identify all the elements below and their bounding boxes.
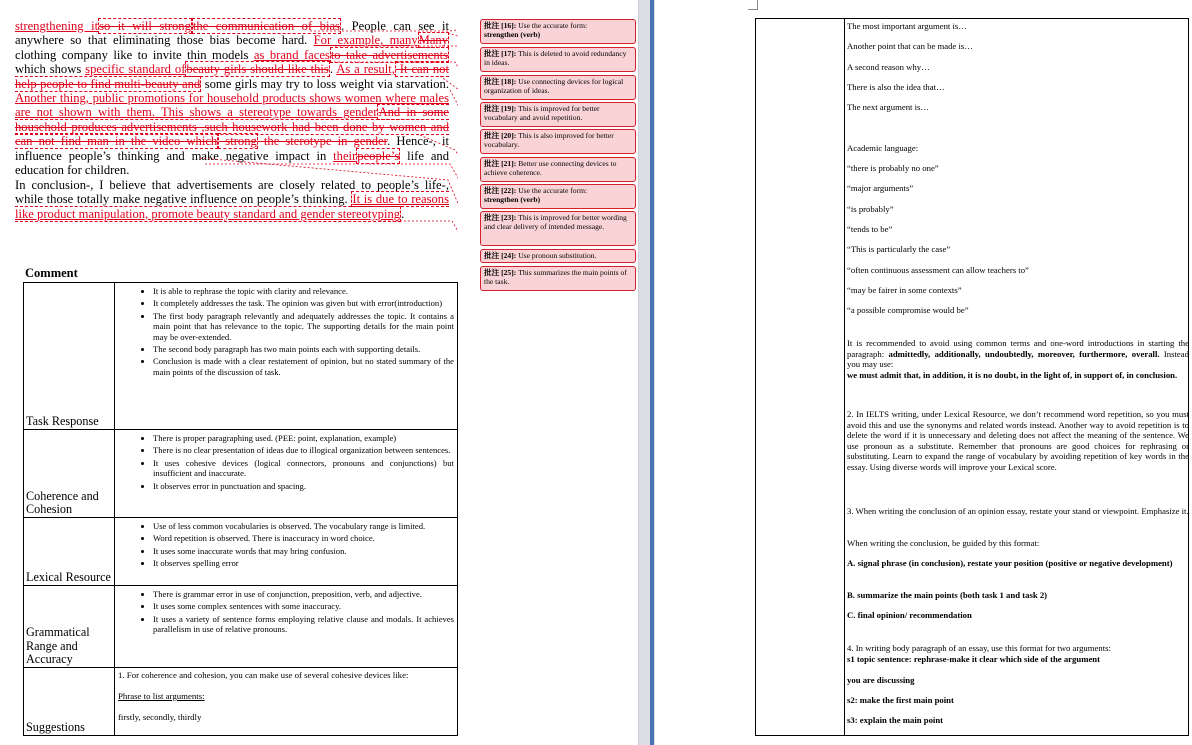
- tracked-insertion: Another thing, public promotions for household products shows women where males are not shown with them. This shows a stereotype towards gender: [15, 91, 449, 120]
- rubric-row: [24, 430, 458, 518]
- comment-text: Use the accurate form:: [518, 186, 588, 195]
- split-divider[interactable]: [650, 0, 654, 745]
- argument-line[interactable]: The most important argument is…: [847, 21, 968, 31]
- s3-text: s3: explain the main point: [847, 715, 944, 725]
- comment-text: This is also improved for better vocabulary.: [484, 131, 614, 150]
- academic-phrase[interactable]: “is probably”: [847, 204, 894, 214]
- argument-line[interactable]: The next argument is…: [847, 102, 930, 112]
- comment-label: 批注 [24]:: [484, 251, 517, 260]
- rubric-row: [24, 586, 458, 668]
- rubric-row: [24, 518, 458, 586]
- tracked-deletion: so it will strong: [99, 19, 191, 33]
- comment-balloon[interactable]: [480, 266, 636, 291]
- tracked-text: . Hence-, it influence people’s thinking and make negative impact in: [15, 134, 449, 163]
- comment-label: 批注 [21]:: [484, 159, 517, 168]
- comment-text: Use pronoun substitution.: [518, 251, 597, 260]
- comment-emphasis: strengthen (verb): [484, 195, 541, 205]
- rubric-feedback[interactable]: [115, 430, 458, 518]
- academic-phrase[interactable]: “a possible compromise would be”: [847, 305, 969, 315]
- argument-line[interactable]: There is also the idea that…: [847, 82, 945, 92]
- comment-balloon[interactable]: [480, 102, 636, 127]
- argument-line[interactable]: Another point that can be made is…: [847, 41, 973, 51]
- tracked-insertion: specific standard of: [85, 62, 186, 77]
- conclusion-note[interactable]: 3. When writing the conclusion of an opinion essay, restate your stand or viewpoint. Emphasize it.: [847, 506, 1189, 516]
- tracked-deletion: people’s: [357, 148, 400, 163]
- comment-text: Use connecting devices for logical organization of ideas.: [484, 77, 624, 96]
- comment-label: 批注 [16]:: [484, 21, 517, 30]
- tracked-deletion: the communication of bias: [192, 19, 340, 33]
- comment-label: 批注 [19]:: [484, 104, 517, 113]
- feedback-bullet-list: [115, 586, 457, 640]
- tracked-deletion: to take advertisements: [330, 47, 449, 62]
- rubric-criterion[interactable]: Suggestions: [24, 668, 115, 736]
- feedback-bullet: • Use of less common vocabularies is observed. The vocabulary range is limited.: [153, 521, 454, 531]
- rubric-feedback[interactable]: [115, 586, 458, 668]
- feedback-bullet: • It is able to rephrase the topic with clarity and relevance.: [153, 286, 454, 296]
- tracked-deletion: beauty girls should like this: [186, 62, 329, 77]
- feedback-bullet: • It uses some complex sentences with some inaccuracy.: [153, 601, 454, 611]
- comment-text: This summarizes the main points of the task.: [484, 268, 627, 287]
- tracked-deletion: And in some household produces advertisements ,such housework had been done by women and can not find man in the video which: [15, 105, 449, 149]
- rubric-feedback[interactable]: [115, 283, 458, 430]
- feedback-bullet: • It uses some inaccurate words that may bring confusion.: [153, 546, 454, 556]
- feedback-bullet: • The first body paragraph relevantly and adequately addresses the topic. It contains a main point that has relevance to the topic. The supporting details for the main point may be over-extended.: [153, 311, 454, 342]
- academic-phrase[interactable]: “may be fairer in some contexts”: [847, 285, 962, 295]
- recommendation-alternatives: we must admit that, in addition, it is no doubt, in the light of, in support of, in conclusion.: [847, 369, 1178, 380]
- s2-text: s2: make the first main point: [847, 695, 954, 705]
- recommendation-instead: Instead you may use:: [847, 348, 1189, 370]
- comment-label: 批注 [23]:: [484, 213, 517, 222]
- tracked-text: . People can see it anywhere so that eliminating those bias become hard.: [15, 19, 450, 48]
- recommendation-paragraph[interactable]: [847, 338, 1189, 380]
- body-note[interactable]: 4. In writing body paragraph of an essay, use this format for two arguments:: [847, 643, 1111, 653]
- tracked-insertion: their: [333, 148, 357, 163]
- comment-balloon[interactable]: [480, 249, 636, 263]
- comment-label: 批注 [25]:: [484, 268, 517, 277]
- feedback-bullet: • There is proper paragraphing used. (PEE: point, explanation, example): [153, 433, 454, 443]
- essay-paragraph-body[interactable]: [15, 19, 449, 177]
- feedback-bullet: • It uses cohesive devices (logical connectors, pronouns and conjunctions) but insufficient and inaccurate.: [153, 458, 454, 479]
- format-a[interactable]: [847, 558, 1189, 569]
- comment-text: Better use connecting devices to achieve coherence.: [484, 159, 617, 178]
- comment-balloon-pane: [458, 0, 638, 745]
- comment-heading: Comment: [25, 266, 78, 280]
- academic-phrase[interactable]: “there is probably no one”: [847, 163, 939, 173]
- feedback-bullet-list: [115, 518, 457, 574]
- format-a-text: A. signal phrase (in conclusion), restate your position (positive or negative development): [847, 558, 1173, 568]
- comment-balloon[interactable]: [480, 157, 636, 182]
- rubric-feedback[interactable]: [115, 668, 458, 736]
- tracked-text: which shows: [15, 62, 86, 77]
- feedback-bullet: • Conclusion is made with a clear restatement of opinion, but no stated summary of the main points of the discussion of task.: [153, 356, 454, 377]
- s1b-text: you are discussing: [847, 675, 915, 685]
- feedback-bullet-list: [115, 283, 457, 382]
- format-b-text: B. summarize the main points (both task 1 and task 2): [847, 590, 1048, 600]
- comment-text: This is deleted to avoid redundancy in ideas.: [484, 49, 627, 68]
- comment-label: 批注 [20]:: [484, 131, 517, 140]
- rubric-row: [24, 668, 458, 736]
- suggestion-line: Phrase to list arguments:: [118, 691, 205, 701]
- comment-balloon[interactable]: [480, 184, 636, 209]
- feedback-bullet: • There is grammar error in use of conjunction, preposition, verb, and adjective.: [153, 589, 454, 599]
- comment-text: Use the accurate form:: [518, 21, 588, 30]
- format-b[interactable]: [847, 590, 1189, 601]
- comment-emphasis: strengthen (verb): [484, 30, 541, 40]
- comment-label: 批注 [18]:: [484, 77, 517, 86]
- document-page-right: [655, 0, 1192, 745]
- feedback-rubric-table: [23, 282, 458, 736]
- page-corner-mark: [748, 0, 758, 10]
- comment-label: 批注 [22]:: [484, 186, 517, 195]
- tracked-insertion: It is due to reasons like product manipulation, promote beauty standard and gender stereotyping: [15, 192, 449, 221]
- document-page-left: [0, 0, 458, 745]
- conclusion-guide[interactable]: When writing the conclusion, be guided by this format:: [847, 538, 1040, 548]
- tracked-insertion: As a result,: [336, 62, 395, 77]
- lexical-note[interactable]: 2. In IELTS writing, under Lexical Resource, we don’t recommend word repetition, so you must avoid this and use the synonyms and related words instead. Another way to avoid repetition is to delete the word if it is unnecessary and deleting does not affect the meaning of the sentence. We use pronoun as a substitute. Remember that pronouns are good choices for rephrasing or substituting. Learn to expand the range of vocabulary by avoiding repetition of key words in the essay. Using diverse words will improve your Lexical score.: [847, 409, 1189, 472]
- comment-balloon[interactable]: [480, 75, 636, 100]
- comment-balloon[interactable]: [480, 47, 636, 72]
- s1-text: s1 topic sentence: rephrase-make it clear which side of the argument: [847, 654, 1101, 664]
- recommendation-avoid-words: admittedly, additionally, undoubtedly, moreover, furthermore, overall.: [888, 348, 1160, 359]
- academic-language-heading[interactable]: Academic language:: [847, 143, 919, 153]
- s2-line[interactable]: [847, 695, 1189, 706]
- tracked-insertion: as brand faces: [253, 47, 330, 62]
- academic-phrase[interactable]: “This is particularly the case”: [847, 244, 951, 254]
- feedback-bullet: • Word repetition is observed. There is inaccuracy in word choice.: [153, 533, 454, 543]
- suggestions-body: [115, 668, 457, 735]
- tracked-deletion: Many: [418, 33, 449, 48]
- argument-line[interactable]: A second reason why…: [847, 62, 930, 72]
- tracked-text: .: [401, 206, 405, 221]
- feedback-bullet: • It completely addresses the task. The opinion was given but with error(introduction): [153, 298, 454, 308]
- recommendation-intro: It is recommended to avoid using common terms and one-word introductions in starting the paragraph:: [847, 338, 1189, 359]
- feedback-bullet: • The second body paragraph has two main points each with supporting details.: [153, 344, 454, 354]
- academic-phrase[interactable]: “often continuous assessment can allow teachers to”: [847, 265, 1029, 275]
- tracked-insertion: For example, many: [313, 33, 418, 48]
- rubric-criterion[interactable]: Coherence and Cohesion: [24, 430, 115, 518]
- rubric-feedback[interactable]: [115, 518, 458, 586]
- feedback-bullet-list: [115, 430, 457, 496]
- tracked-deletion: strong: [219, 134, 257, 149]
- tracked-text: .: [329, 62, 337, 77]
- essay-paragraph-conclusion[interactable]: [15, 178, 449, 221]
- tracked-text: life and education for children.: [15, 148, 449, 178]
- s1b-line[interactable]: [847, 675, 1189, 686]
- tracked-insertion: strengthening it: [15, 19, 99, 33]
- feedback-bullet: • There is no clear presentation of ideas due to illogical organization between sentences.: [153, 445, 454, 455]
- suggestion-line: 1. For coherence and cohesion, you can make use of several cohesive devices like:: [118, 670, 409, 680]
- comment-balloon[interactable]: [480, 211, 636, 246]
- tracked-text: clothing company like to invite thin models: [15, 47, 254, 62]
- rubric-row: [24, 283, 458, 430]
- feedback-bullet: • It observes error in punctuation and spacing.: [153, 481, 454, 491]
- suggestion-line: firstly, secondly, thirdly: [118, 712, 202, 722]
- format-c-text: C. final opinion/ recommendation: [847, 610, 972, 620]
- tracked-deletion: the sterotype in gender: [257, 134, 388, 149]
- format-c[interactable]: [847, 610, 1189, 621]
- rubric-criterion[interactable]: Lexical Resource: [24, 518, 115, 586]
- tracked-deletion: It can not help people to find multi-beauty and: [15, 62, 449, 91]
- feedback-bullet: • It uses a variety of sentence forms employing relative clause and modals. It achieves parallelism in use of relative pronouns.: [153, 614, 454, 635]
- tracked-text: some girls may try to loss weight via starvation.: [201, 76, 449, 91]
- comment-text: This is improved for better wording and clear delivery of intended message.: [484, 213, 627, 232]
- comment-text: This is improved for better vocabulary and avoid repetition.: [484, 104, 600, 123]
- comment-balloon[interactable]: [480, 129, 636, 154]
- comment-label: 批注 [17]:: [484, 49, 517, 58]
- tracked-text: In conclusion-, I believe that advertisements are closely related to people’s life-, while those totally make negative influence on people’s thinking.: [15, 178, 449, 207]
- academic-phrase[interactable]: “tends to be”: [847, 224, 893, 234]
- feedback-bullet: • It observes spelling error: [153, 558, 454, 568]
- rubric-criterion[interactable]: Task Response: [24, 283, 115, 430]
- table-column-divider: [844, 18, 845, 736]
- s3-line[interactable]: [847, 715, 1189, 726]
- rubric-criterion[interactable]: Grammatical Range and Accuracy: [24, 586, 115, 668]
- s1-line[interactable]: [847, 654, 1189, 665]
- comment-balloon[interactable]: [480, 19, 636, 44]
- academic-phrase[interactable]: “major arguments”: [847, 183, 914, 193]
